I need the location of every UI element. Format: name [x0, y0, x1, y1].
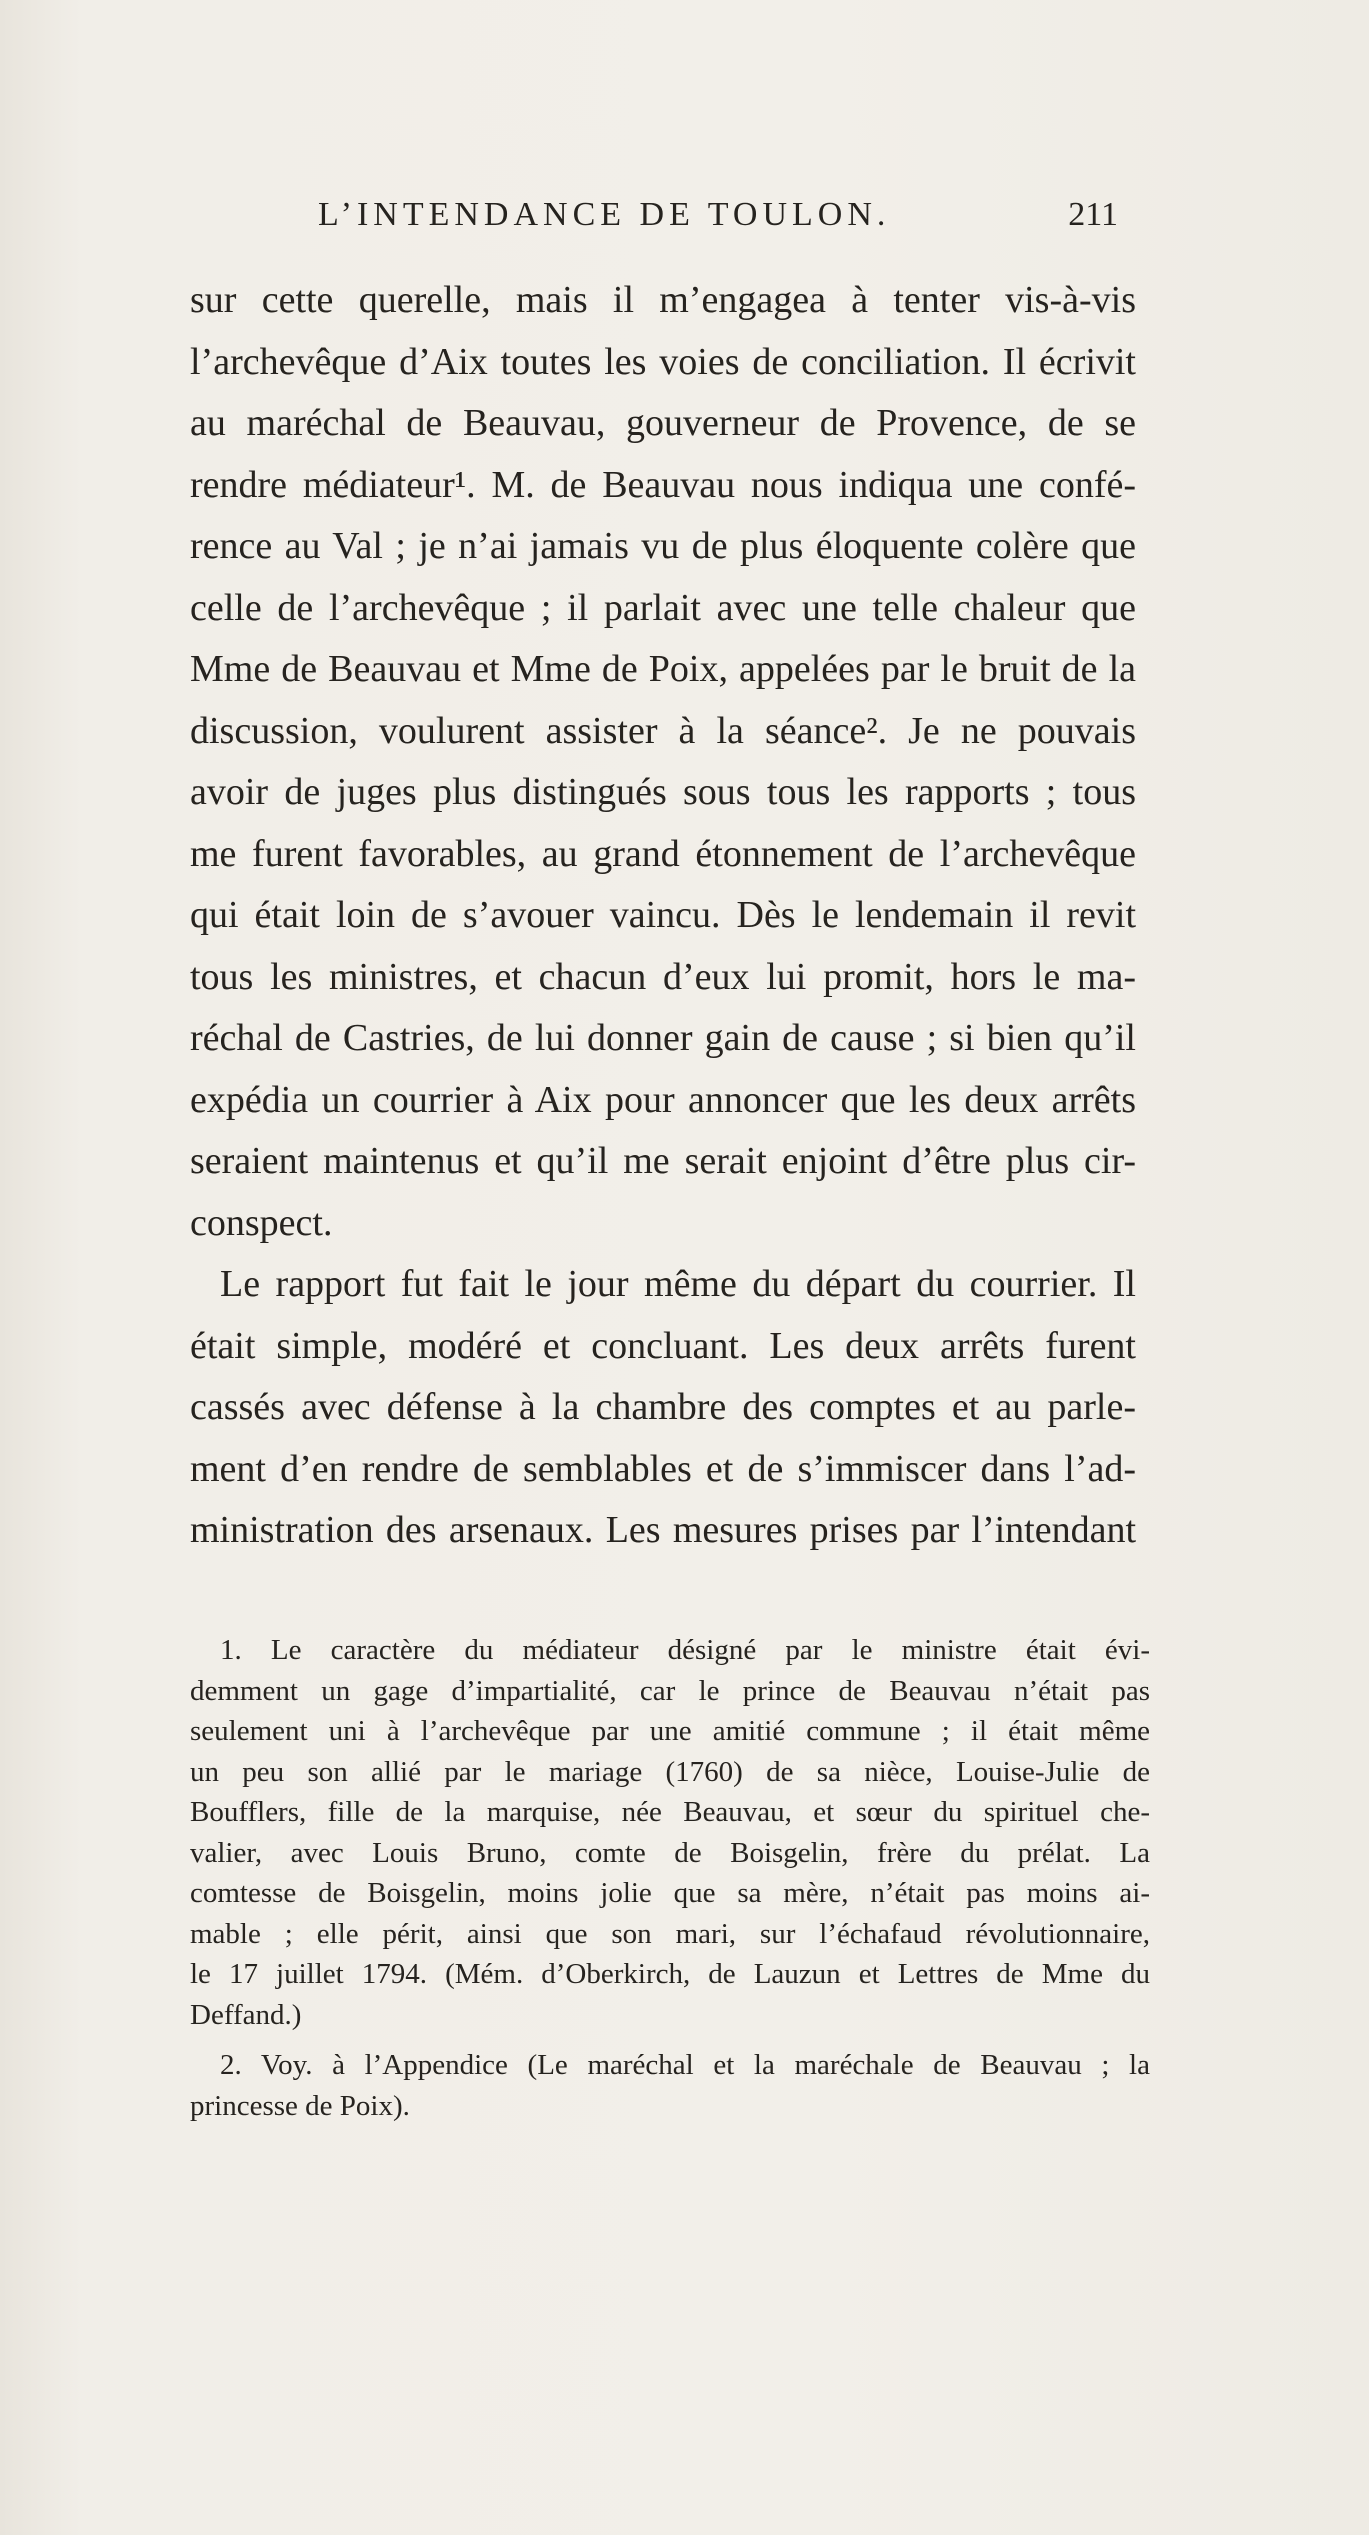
text-line: discussion, voulurent assister à la séance². Je ne pouvais: [190, 709, 1136, 752]
text-line: ministration des arsenaux. Les mesures prises par l’intendant: [190, 1509, 1136, 1551]
footnote-line: le 17 juillet 1794. (Mém. d’Oberkirch, de Lauzun et Lettres de Mme du: [190, 1958, 1150, 1990]
footnote-line: demment un gage d’impartialité, car le prince de Beauvau n’était pas: [190, 1674, 1150, 1707]
footnote-line: comtesse de Boisgelin, moins jolie que sa mère, n’était pas moins ai-: [190, 1877, 1150, 1909]
page-number: 211: [1068, 196, 1118, 233]
text-line: cassés avec défense à la chambre des comptes et au parle-: [190, 1386, 1136, 1428]
running-title: L’INTENDANCE DE TOULON.: [318, 196, 891, 233]
footnotes: [190, 1630, 1150, 2126]
footnote-line: valier, avec Louis Bruno, comte de Boisgelin, frère du prélat. La: [190, 1836, 1150, 1869]
text-line: ment d’en rendre de semblables et de s’immiscer dans l’ad-: [190, 1447, 1136, 1490]
text-line: Le rapport fut fait le jour même du départ du courrier. Il: [220, 1263, 1136, 1305]
text-line: au maréchal de Beauvau, gouverneur de Provence, de se: [190, 402, 1136, 444]
text-line: seraient maintenus et qu’il me serait enjoint d’être plus cir-: [190, 1140, 1136, 1182]
text-line: réchal de Castries, de lui donner gain de cause ; si bien qu’il: [190, 1017, 1136, 1059]
text-line: celle de l’archevêque ; il parlait avec une telle chaleur que: [190, 586, 1136, 629]
text-line: l’archevêque d’Aix toutes les voies de conciliation. Il écrivit: [190, 340, 1136, 383]
text-line: était simple, modéré et concluant. Les deux arrêts furent: [190, 1324, 1136, 1367]
footnote-2: [190, 2045, 1150, 2126]
footnote-line: Deffand.): [190, 1998, 302, 2031]
footnote-line: princesse de Poix).: [190, 2089, 410, 2122]
footnote-1: [190, 1630, 1150, 2035]
text-line: conspect.: [190, 1201, 333, 1244]
text-line: tous les ministres, et chacun d’eux lui promit, hors le ma-: [190, 955, 1136, 998]
text-line: me furent favorables, au grand étonnement de l’archevêque: [190, 832, 1136, 875]
text-line: sur cette querelle, mais il m’engagea à tenter vis-à-vis: [190, 279, 1136, 321]
text-line: expédia un courrier à Aix pour annoncer que les deux arrêts: [190, 1078, 1136, 1121]
footnote-line: 1. Le caractère du médiateur désigné par le ministre était évi-: [220, 1634, 1150, 1666]
text-line: rendre médiateur¹. M. de Beauvau nous indiqua une confé-: [190, 463, 1136, 506]
body-text: [190, 270, 1136, 1562]
footnote-line: Boufflers, fille de la marquise, née Beauvau, et sœur du spirituel che-: [190, 1796, 1150, 1828]
footnote-line: seulement uni à l’archevêque par une amitié commune ; il était même: [190, 1715, 1150, 1747]
text-line: qui était loin de s’avouer vaincu. Dès le lendemain il revit: [190, 894, 1136, 936]
text-line: Mme de Beauvau et Mme de Poix, appelées par le bruit de la: [190, 648, 1136, 690]
footnote-line: mable ; elle périt, ainsi que son mari, sur l’échafaud révolutionnaire,: [190, 1917, 1150, 1950]
text-line: rence au Val ; je n’ai jamais vu de plus éloquente colère que: [190, 525, 1136, 567]
running-head: [318, 196, 1118, 246]
footnote-line: 2. Voy. à l’Appendice (Le maréchal et la maréchale de Beauvau ; la: [220, 2049, 1150, 2081]
text-line: avoir de juges plus distingués sous tous les rapports ; tous: [190, 771, 1136, 813]
footnote-line: un peu son allié par le mariage (1760) de sa nièce, Louise-Julie de: [190, 1755, 1150, 1788]
